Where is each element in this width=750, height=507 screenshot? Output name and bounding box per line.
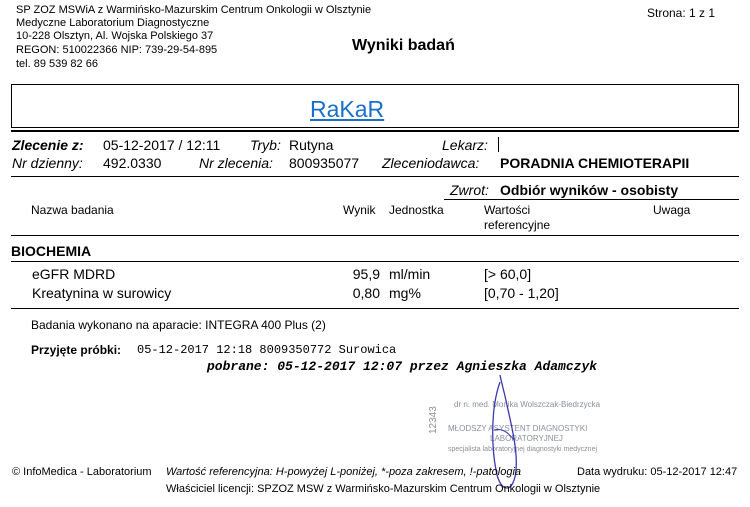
header-divider	[11, 235, 739, 236]
print-date: Data wydruku: 05-12-2017 12:47	[577, 466, 738, 478]
stamp-line-2: MŁODSZY ASYSTENT DIAGNOSTYKI	[448, 424, 588, 433]
section-underline	[11, 261, 739, 262]
license-owner: Właściciel licencji: SPZOZ MSW z Warmińsko-Mazurskim Centrum Onkologii w Olsztynie	[166, 483, 601, 495]
sample-collection: pobrane: 05-12-2017 12:07 przez Agnieszka Adamczyk	[207, 359, 598, 374]
doctor-label: Lekarz:	[442, 137, 488, 153]
footer-vendor: © InfoMedica - Laboratorium	[12, 466, 152, 478]
page-title: Wyniki badań	[352, 37, 455, 54]
org-name: SP ZOZ MSWiA z Warmińsko-Mazurskim Centrum Onkologii w Olsztynie	[16, 4, 372, 16]
stamp-number: 12343	[428, 406, 439, 434]
order-date-value: 05-12-2017 / 12:11	[103, 137, 221, 153]
section-title: BIOCHEMIA	[11, 243, 92, 259]
stamp-line-4: specjalista laboratoryjnej diagnostyki medycznej	[448, 446, 598, 453]
result-value: 95,9	[352, 266, 380, 282]
order-number-value: 800935077	[289, 155, 360, 171]
page-number: Strona: 1 z 1	[647, 6, 716, 20]
daily-number-value: 492.0330	[103, 155, 162, 171]
col-note: Uwaga	[653, 203, 691, 217]
lab-name: Medyczne Laboratorium Diagnostyczne	[16, 17, 210, 29]
org-ids: REGON: 510022366 NIP: 739-29-54-895	[16, 44, 218, 56]
order-divider-thin	[11, 176, 739, 177]
results-divider	[11, 308, 739, 309]
col-reference-1: Wartości	[484, 203, 531, 217]
ordering-unit-value: PORADNIA CHEMIOTERAPII	[500, 155, 690, 171]
ordering-unit-label: Zleceniodawca:	[382, 155, 480, 171]
daily-number-label: Nr dzienny:	[12, 155, 83, 171]
result-reference: [0,70 - 1,20]	[484, 285, 559, 301]
doctor-stamp	[428, 394, 638, 454]
org-phone: tel. 89 539 82 66	[16, 58, 98, 70]
samples-value: 05-12-2017 12:18 8009350772 Surowica	[137, 343, 397, 357]
footer-legend: Wartość referencyjna: H-powyżej L-poniżej, *-poza zakresem, !-patologia	[166, 466, 522, 478]
result-name: eGFR MDRD	[32, 266, 116, 282]
brand-logo: RaKaR	[310, 96, 385, 122]
return-label: Zwrot:	[450, 182, 489, 198]
result-name: Kreatynina w surowicy	[32, 285, 172, 301]
result-value: 0,80	[352, 285, 380, 301]
col-unit: Jednostka	[389, 203, 444, 217]
col-result: Wynik	[343, 203, 376, 217]
result-unit: ml/min	[389, 266, 431, 282]
samples-label: Przyjęte próbki:	[31, 343, 122, 357]
stamp-line-1: dr n. med. Monika Wolszczak-Biedrzycka	[454, 400, 601, 409]
col-test-name: Nazwa badania	[31, 203, 114, 217]
mode-label: Tryb:	[250, 137, 281, 153]
stamp-line-3: LABORATORYJNEJ	[490, 434, 563, 443]
apparatus-note: Badania wykonano na aparacie: INTEGRA 400 Plus (2)	[31, 318, 326, 332]
result-unit: mg%	[389, 285, 421, 301]
order-number-label: Nr zlecenia:	[199, 155, 273, 171]
org-address: 10-228 Olsztyn, Al. Wojska Polskiego 37	[16, 30, 214, 42]
mode-value: Rutyna	[289, 137, 334, 153]
return-value: Odbiór wyników - osobisty	[500, 182, 679, 198]
return-underline	[444, 199, 739, 200]
col-reference-2: referencyjne	[484, 218, 551, 232]
doctor-value-cursor	[498, 137, 499, 152]
order-divider	[11, 130, 739, 132]
order-date-label: Zlecenie z:	[12, 137, 84, 153]
result-reference: [> 60,0]	[484, 266, 532, 282]
